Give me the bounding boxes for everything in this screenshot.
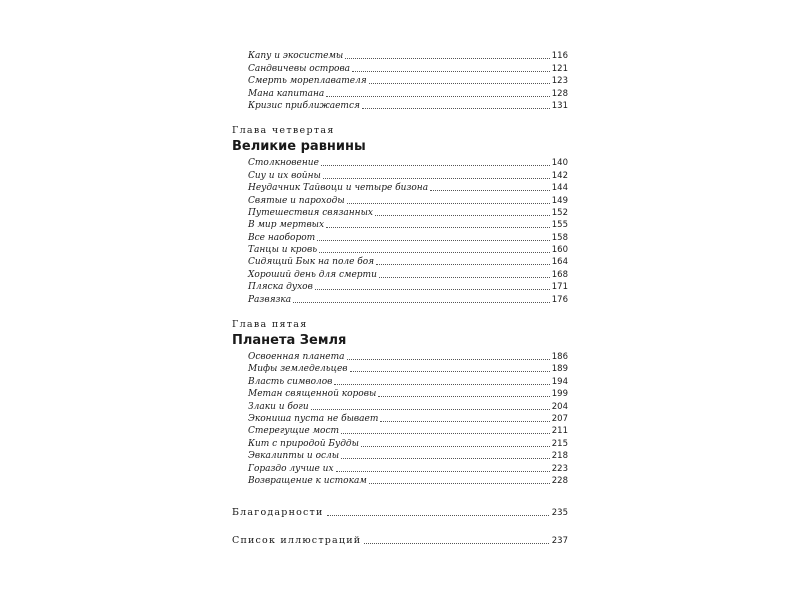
- dot-leader: [379, 277, 550, 278]
- entry-page: 149: [551, 195, 568, 206]
- entry-page: 218: [551, 451, 568, 462]
- dot-leader: [352, 71, 550, 72]
- dot-leader: [345, 58, 550, 59]
- dot-leader: [378, 396, 549, 397]
- entry-title: Путешествия связанных: [248, 207, 373, 218]
- entry-title: Неудачник Тайвоци и четыре бизона: [248, 183, 429, 194]
- entry-title: Стерегущие мост: [248, 426, 340, 437]
- toc-entry: [248, 281, 568, 293]
- table-of-contents: [232, 50, 568, 547]
- entry-title: Капу и экосистемы: [248, 51, 344, 62]
- entry-page: 189: [551, 364, 568, 375]
- entry-page: 116: [551, 51, 568, 62]
- dot-leader: [323, 178, 550, 179]
- toc-entry: [248, 50, 568, 62]
- entry-page: 128: [551, 88, 568, 99]
- toc-entry: [248, 462, 568, 474]
- toc-entry: [248, 388, 568, 400]
- dot-leader: [311, 409, 550, 410]
- entry-page: 140: [551, 158, 568, 169]
- dot-leader: [362, 108, 550, 109]
- dot-leader: [334, 384, 549, 385]
- dot-leader: [347, 203, 550, 204]
- toc-entry: [248, 256, 568, 268]
- entry-page: 160: [551, 245, 568, 256]
- dot-leader: [321, 165, 550, 166]
- toc-entry: [248, 75, 568, 87]
- toc-entry: [248, 363, 568, 375]
- chapter-4-label: Глава четвертая: [232, 124, 335, 136]
- entry-title: Метан священной коровы: [248, 389, 377, 400]
- entry-title: В мир мертвых: [248, 220, 325, 231]
- dot-leader: [376, 264, 550, 265]
- entry-page: 142: [551, 170, 568, 181]
- dot-leader: [430, 190, 550, 191]
- toc-entry: [248, 244, 568, 256]
- entry-page: 176: [551, 294, 568, 305]
- chapter-5-title: Планета Земля: [232, 332, 347, 348]
- entry-title: Гораздо лучше их: [248, 463, 334, 474]
- entry-title: Сидящий Бык на поле боя: [248, 257, 375, 268]
- dot-leader: [347, 359, 550, 360]
- entry-title: Сандвичевы острова: [248, 63, 351, 74]
- entry-page: 228: [551, 475, 568, 486]
- toc-entry: [248, 475, 568, 487]
- toc-entry: [248, 375, 568, 387]
- entry-page: 155: [551, 220, 568, 231]
- toc-entry: [248, 231, 568, 243]
- dot-leader: [341, 458, 550, 459]
- entry-page: 158: [551, 232, 568, 243]
- entry-title: Экониша пуста не бывает: [248, 413, 379, 424]
- entry-title: Святые и пароходы: [248, 195, 345, 206]
- toc-entry: [248, 219, 568, 231]
- entry-title: Власть символов: [248, 376, 333, 387]
- toc-entry: [248, 62, 568, 74]
- entry-page: 223: [551, 463, 568, 474]
- entry-page: 215: [551, 438, 568, 449]
- dot-leader: [293, 302, 550, 303]
- section-page: 235: [551, 507, 568, 518]
- dot-leader: [375, 215, 550, 216]
- entry-title: Мана капитана: [248, 88, 325, 99]
- dot-leader: [341, 433, 550, 434]
- toc-entry: [248, 413, 568, 425]
- toc-entry: [248, 182, 568, 194]
- dot-leader: [380, 421, 549, 422]
- entries-chapter-5: [248, 351, 568, 487]
- entry-title: Эвкалипты и ослы: [248, 451, 340, 462]
- entry-page: 186: [551, 352, 568, 363]
- entry-title: Развязка: [248, 294, 292, 305]
- toc-entry: [248, 100, 568, 112]
- entry-title: Мифы земледельцев: [248, 364, 348, 375]
- entry-page: 204: [551, 401, 568, 412]
- entry-page: 194: [551, 376, 568, 387]
- section-page: 237: [551, 535, 568, 546]
- entry-title: Злаки и боги: [248, 401, 309, 412]
- entry-page: 164: [551, 257, 568, 268]
- dot-leader: [317, 240, 550, 241]
- entry-title: Возвращение к истокам: [248, 475, 367, 486]
- dot-leader: [326, 227, 550, 228]
- entry-title: Столкновение: [248, 158, 319, 169]
- entry-title: Танцы и кровь: [248, 245, 318, 256]
- entry-page: 207: [551, 413, 568, 424]
- toc-entry: [248, 351, 568, 363]
- toc-entry: [248, 437, 568, 449]
- entry-title: Смерть мореплавателя: [248, 76, 367, 87]
- entry-page: 123: [551, 76, 568, 87]
- entry-title: Кит с природой Будды: [248, 438, 359, 449]
- entry-page: 168: [551, 269, 568, 280]
- entries-chapter-4: [248, 157, 568, 306]
- dot-leader: [336, 471, 550, 472]
- entry-page: 131: [551, 100, 568, 111]
- dot-leader: [361, 446, 550, 447]
- toc-entry: [248, 169, 568, 181]
- entry-page: 121: [551, 63, 568, 74]
- entry-title: Сиу и их войны: [248, 170, 321, 181]
- entry-page: 144: [551, 183, 568, 194]
- dot-leader: [369, 83, 550, 84]
- toc-entry: [248, 157, 568, 169]
- dot-leader: [327, 515, 549, 516]
- dot-leader: [315, 289, 550, 290]
- toc-entry: [248, 450, 568, 462]
- section-title: Список иллюстраций: [232, 534, 362, 546]
- toc-entry: [248, 268, 568, 280]
- section-acknowledgements: [232, 507, 568, 519]
- entry-page: 152: [551, 207, 568, 218]
- dot-leader: [364, 543, 548, 544]
- toc-entry: [248, 207, 568, 219]
- toc-entry: [248, 194, 568, 206]
- entry-title: Пляска духов: [248, 282, 313, 293]
- entry-title: Освоенная планета: [248, 352, 345, 363]
- entries-top: [248, 50, 568, 112]
- entry-title: Хороший день для смерти: [248, 269, 377, 280]
- entry-title: Все наоборот: [248, 232, 316, 243]
- section-title: Благодарности: [232, 506, 324, 518]
- entry-page: 171: [551, 282, 568, 293]
- section-illustrations: [232, 535, 568, 547]
- chapter-5-label: Глава пятая: [232, 318, 308, 330]
- entry-title: Кризис приближается: [248, 100, 360, 111]
- dot-leader: [350, 371, 550, 372]
- dot-leader: [369, 483, 550, 484]
- entry-page: 211: [551, 426, 568, 437]
- entry-page: 199: [551, 389, 568, 400]
- toc-entry: [248, 400, 568, 412]
- toc-entry: [248, 293, 568, 305]
- dot-leader: [319, 252, 550, 253]
- toc-entry: [248, 87, 568, 99]
- toc-entry: [248, 425, 568, 437]
- dot-leader: [326, 96, 550, 97]
- chapter-4-title: Великие равнины: [232, 138, 366, 154]
